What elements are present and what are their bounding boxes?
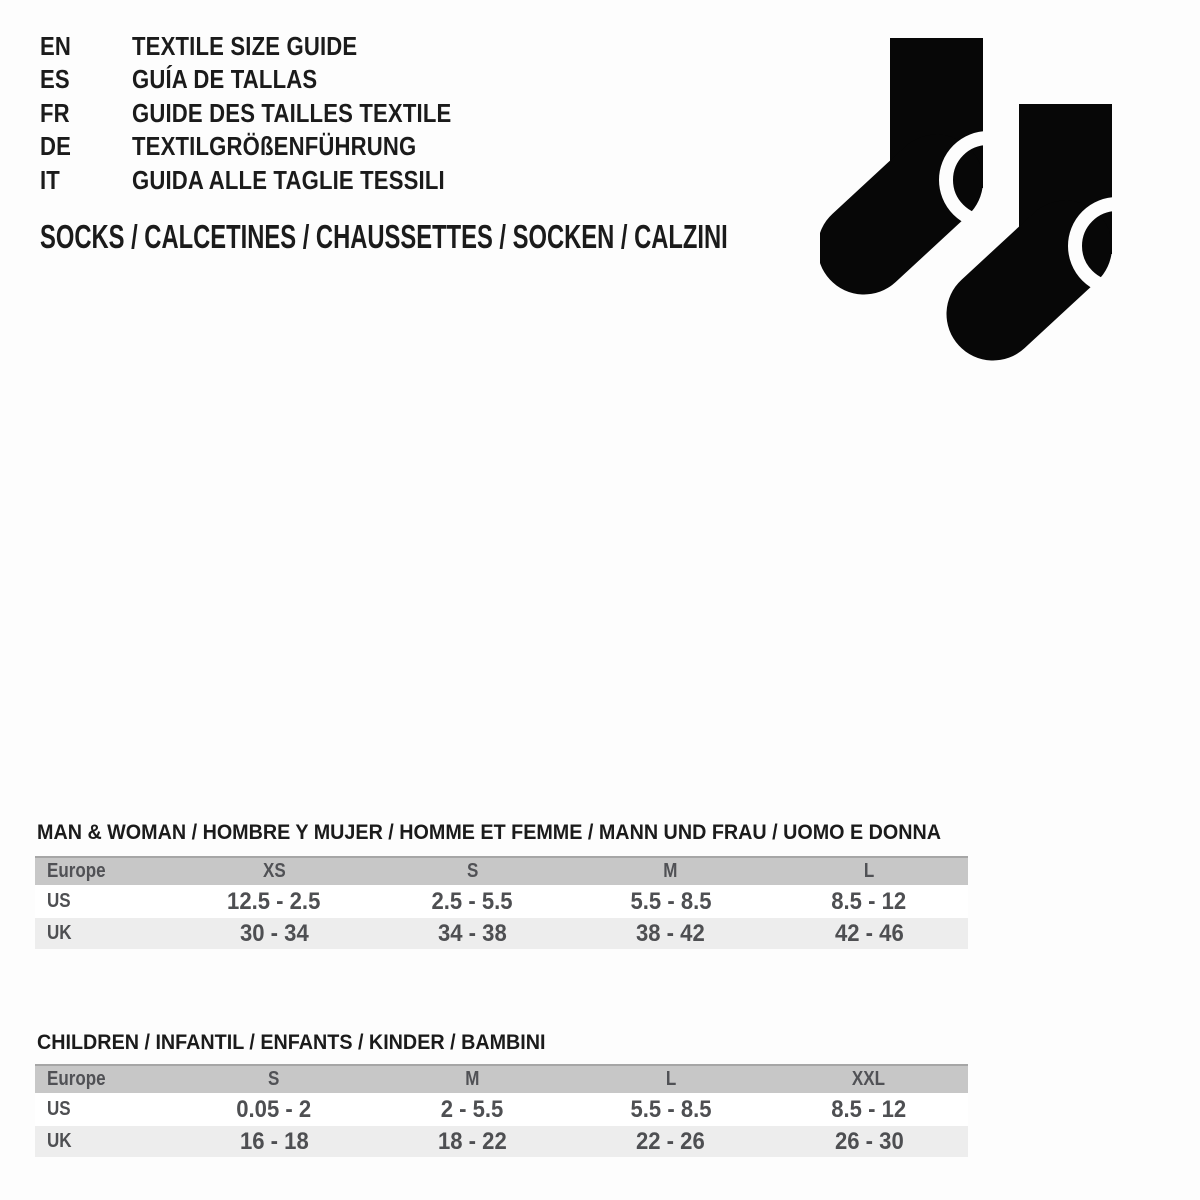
lang-row-es bbox=[40, 63, 508, 96]
cell-us-m: 2 - 5.5 bbox=[441, 1095, 504, 1123]
row-label-uk: UK bbox=[47, 922, 72, 944]
col-header-s: S bbox=[268, 1068, 280, 1090]
row-label-us: US bbox=[47, 1098, 71, 1120]
lang-code-it: IT bbox=[40, 164, 60, 195]
product-line-text: SOCKS / CALCETINES / CHAUSSETTES / SOCKEN / CALZINI bbox=[40, 218, 728, 255]
table-title-man-woman bbox=[37, 822, 999, 843]
lang-label-de: TEXTILGRÖßENFÜHRUNG bbox=[132, 131, 417, 162]
col-header-europe: Europe bbox=[47, 860, 106, 882]
lang-row-de bbox=[40, 130, 508, 163]
table-title-children-text: CHILDREN / INFANTIL / ENFANTS / KINDER / BAMBINI bbox=[37, 1031, 546, 1054]
table-title-children bbox=[37, 1032, 578, 1053]
lang-label-en: TEXTILE SIZE GUIDE bbox=[132, 31, 358, 61]
lang-code-en: EN bbox=[40, 31, 72, 61]
col-header-m: M bbox=[465, 1068, 480, 1090]
lang-label-fr: GUIDE DES TAILLES TEXTILE bbox=[132, 97, 452, 128]
col-header-xxl: XXL bbox=[852, 1068, 886, 1090]
cell-uk-m: 38 - 42 bbox=[636, 919, 705, 947]
cell-uk-xs: 30 - 34 bbox=[239, 919, 309, 947]
lang-label-es: GUÍA DE TALLAS bbox=[132, 64, 318, 95]
lang-code-de: DE bbox=[40, 131, 72, 162]
lang-code-es: ES bbox=[40, 64, 70, 95]
size-table-children bbox=[35, 1064, 968, 1157]
cell-uk-s: 16 - 18 bbox=[239, 1127, 309, 1155]
cell-us-l: 8.5 - 12 bbox=[831, 887, 907, 915]
cell-uk-l: 42 - 46 bbox=[834, 919, 904, 947]
cell-us-xs: 12.5 - 2.5 bbox=[227, 887, 321, 915]
table-row-us bbox=[35, 1093, 968, 1126]
table-row-uk bbox=[35, 918, 968, 949]
cell-uk-s: 34 - 38 bbox=[438, 919, 507, 947]
cell-uk-m: 18 - 22 bbox=[438, 1127, 507, 1155]
cell-us-m: 5.5 - 8.5 bbox=[630, 887, 712, 915]
col-header-xs: XS bbox=[262, 860, 286, 882]
cell-us-l: 5.5 - 8.5 bbox=[630, 1095, 712, 1123]
cell-uk-l: 22 - 26 bbox=[636, 1127, 705, 1155]
col-header-l: L bbox=[863, 860, 875, 882]
socks-icon bbox=[820, 30, 1200, 370]
table-header-row bbox=[35, 1064, 968, 1093]
cell-us-s: 0.05 - 2 bbox=[236, 1095, 312, 1123]
cell-us-xxl: 8.5 - 12 bbox=[831, 1095, 907, 1123]
size-table-man-woman bbox=[35, 856, 968, 949]
cell-us-s: 2.5 - 5.5 bbox=[431, 887, 513, 915]
lang-row-fr bbox=[40, 97, 508, 130]
table-title-man-woman-text: MAN & WOMAN / HOMBRE Y MUJER / HOMME ET FEMME / MANN UND FRAU / UOMO E DONNA bbox=[37, 821, 942, 844]
col-header-m: M bbox=[663, 860, 678, 882]
lang-row-en bbox=[40, 30, 508, 63]
row-label-us: US bbox=[47, 890, 71, 912]
lang-code-fr: FR bbox=[40, 97, 70, 128]
row-label-uk: UK bbox=[47, 1130, 72, 1152]
col-header-l: L bbox=[665, 1068, 676, 1090]
table-row-uk bbox=[35, 1126, 968, 1157]
lang-label-it: GUIDA ALLE TAGLIE TESSILI bbox=[132, 164, 445, 195]
table-header-row bbox=[35, 856, 968, 885]
lang-row-it bbox=[40, 164, 508, 197]
col-header-europe: Europe bbox=[47, 1068, 106, 1090]
cell-uk-xxl: 26 - 30 bbox=[834, 1127, 904, 1155]
col-header-s: S bbox=[466, 860, 479, 882]
sock-left bbox=[864, 38, 1030, 248]
table-row-us bbox=[35, 885, 968, 918]
language-title-list bbox=[40, 30, 508, 197]
